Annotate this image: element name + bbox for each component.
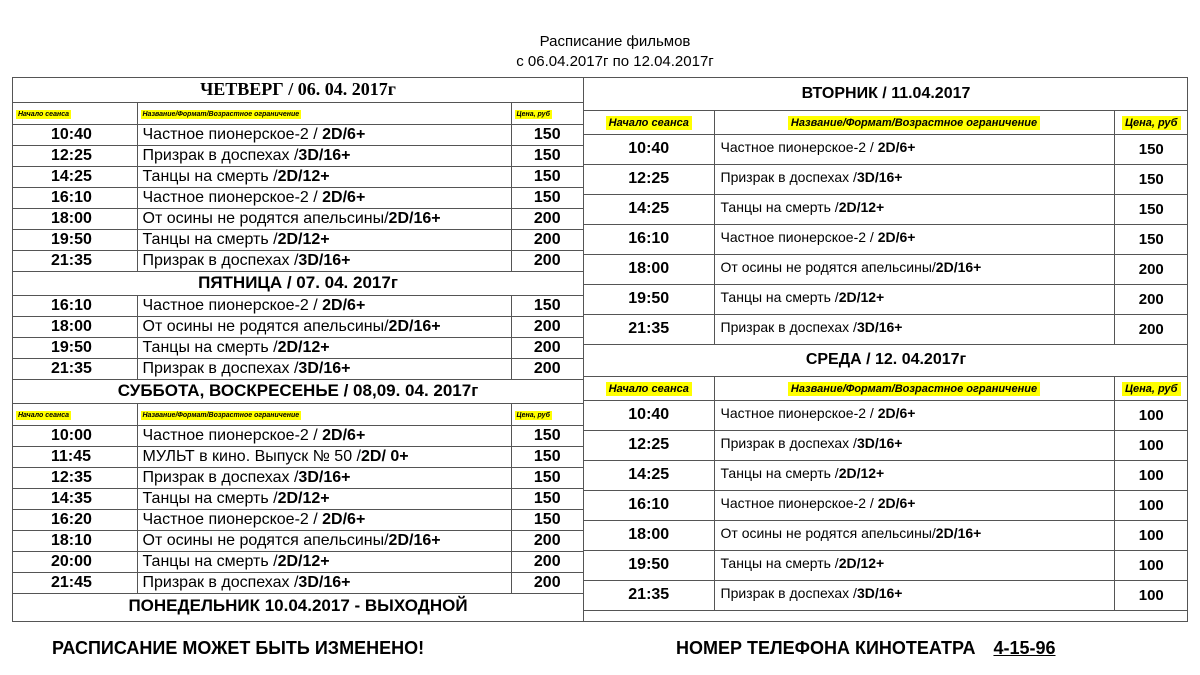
session-time: 19:50: [584, 284, 714, 314]
session-time: 19:50: [584, 550, 714, 580]
session-row: [584, 314, 1188, 344]
session-price: 150: [511, 166, 583, 187]
film-title: От осины не родятся апельсины/: [142, 531, 389, 549]
session-time: 14:35: [13, 488, 137, 509]
session-film: [137, 208, 511, 229]
session-time: 12:25: [584, 430, 714, 460]
session-price: 200: [1114, 254, 1188, 284]
film-format: 2D/16+: [388, 317, 441, 335]
day-heading: ПЯТНИЦА / 07. 04. 2017г: [13, 271, 583, 295]
session-time: 16:20: [13, 509, 137, 530]
session-time: 18:00: [584, 520, 714, 550]
session-film: [714, 460, 1114, 490]
film-title: От осины не родятся апельсины/: [142, 317, 389, 335]
column-header-film-label: Название/Формат/Возрастное ограничение: [142, 411, 300, 419]
film-title: Танцы на смерть /: [720, 198, 839, 215]
session-row: [13, 316, 583, 337]
session-time: 11:45: [13, 446, 137, 467]
session-film: [714, 550, 1114, 580]
session-film: [714, 254, 1114, 284]
film-format: 3D/16+: [298, 468, 351, 486]
session-time: 12:35: [13, 467, 137, 488]
right-schedule-table: [584, 78, 1188, 611]
column-header-price-label: Цена, руб: [516, 110, 550, 118]
session-row: [584, 460, 1188, 490]
session-price: 100: [1114, 460, 1188, 490]
session-row: [584, 430, 1188, 460]
film-title: Частное пионерское-2 /: [720, 404, 878, 421]
film-format: 2D/6+: [877, 138, 916, 155]
session-film: [137, 124, 511, 145]
session-time: 14:25: [13, 166, 137, 187]
monday-dayoff-row: [13, 593, 583, 619]
film-format: 2D/16+: [935, 258, 982, 275]
film-title: Частное пионерское-2 /: [142, 296, 323, 314]
session-film: [714, 194, 1114, 224]
session-time: 21:35: [13, 250, 137, 271]
session-price: 150: [1114, 224, 1188, 254]
monday-dayoff: ПОНЕДЕЛЬНИК 10.04.2017 - ВЫХОДНОЙ: [128, 596, 468, 616]
session-row: [13, 208, 583, 229]
film-title: Танцы на смерть /: [142, 338, 278, 356]
film-format: 2D/6+: [322, 426, 366, 444]
column-header-time: [584, 376, 714, 400]
column-header-time: [584, 110, 714, 134]
column-header-film: [137, 403, 511, 425]
session-price: 100: [1114, 490, 1188, 520]
session-time: 10:40: [584, 134, 714, 164]
film-format: 2D/6+: [877, 494, 916, 511]
column-header-price-label: Цена, руб: [1122, 382, 1181, 396]
session-price: 200: [511, 572, 583, 593]
session-film: [137, 250, 511, 271]
session-row: [584, 520, 1188, 550]
session-price: 150: [511, 145, 583, 166]
film-format: 2D/6+: [322, 296, 366, 314]
session-price: 200: [511, 250, 583, 271]
session-film: [714, 314, 1114, 344]
session-row: [13, 337, 583, 358]
session-row: [13, 572, 583, 593]
session-film: [137, 551, 511, 572]
column-header-time-label: Начало сеанса: [18, 411, 70, 419]
session-row: [13, 551, 583, 572]
column-header-price: [1114, 376, 1188, 400]
session-film: [137, 187, 511, 208]
session-row: [13, 509, 583, 530]
session-film: [714, 490, 1114, 520]
session-time: 18:00: [13, 208, 137, 229]
session-time: 14:25: [584, 460, 714, 490]
film-format: 2D/12+: [838, 288, 885, 305]
session-time: 18:00: [584, 254, 714, 284]
session-film: [714, 284, 1114, 314]
film-title: Танцы на смерть /: [142, 552, 278, 570]
session-row: [13, 145, 583, 166]
session-film: [137, 509, 511, 530]
column-header-row: [13, 403, 583, 425]
session-time: 14:25: [584, 194, 714, 224]
session-time: 10:40: [584, 400, 714, 430]
session-price: 150: [511, 446, 583, 467]
session-film: [137, 530, 511, 551]
session-price: 200: [511, 208, 583, 229]
session-price: 150: [1114, 134, 1188, 164]
column-header-price: [511, 102, 583, 124]
day-heading-row: [13, 379, 583, 403]
session-price: 150: [511, 187, 583, 208]
column-header-film: [137, 102, 511, 124]
column-header-time-label: Начало сеанса: [18, 110, 70, 118]
column-header-price: [511, 403, 583, 425]
film-format: 3D/16+: [856, 168, 903, 185]
session-price: 150: [511, 467, 583, 488]
session-film: [137, 446, 511, 467]
column-header-time-label: Начало сеанса: [606, 382, 692, 396]
session-row: [584, 580, 1188, 610]
session-time: 21:45: [13, 572, 137, 593]
session-film: [714, 580, 1114, 610]
column-header-film: [714, 376, 1114, 400]
session-price: 150: [1114, 194, 1188, 224]
page-title: Расписание фильмов: [539, 33, 691, 50]
session-price: 150: [511, 509, 583, 530]
film-title: Частное пионерское-2 /: [720, 228, 878, 245]
column-header-film-label: Название/Формат/Возрастное ограничение: [788, 116, 1040, 130]
film-title: Танцы на смерть /: [142, 167, 278, 185]
session-row: [13, 250, 583, 271]
session-film: [137, 488, 511, 509]
session-film: [137, 316, 511, 337]
session-row: [584, 134, 1188, 164]
schedule-change-notice: РАСПИСАНИЕ МОЖЕТ БЫТЬ ИЗМЕНЕНО!: [52, 638, 425, 658]
session-price: 100: [1114, 430, 1188, 460]
film-format: 3D/16+: [298, 146, 351, 164]
session-film: [714, 400, 1114, 430]
session-film: [137, 295, 511, 316]
film-title: Призрак в доспехах /: [720, 434, 857, 451]
session-row: [584, 400, 1188, 430]
session-time: 16:10: [584, 224, 714, 254]
session-row: [13, 229, 583, 250]
film-format: 2D/6+: [877, 404, 916, 421]
session-price: 100: [1114, 400, 1188, 430]
session-time: 10:40: [13, 124, 137, 145]
session-time: 20:00: [13, 551, 137, 572]
column-header-row: [584, 376, 1188, 400]
film-title: От осины не родятся апельсины/: [720, 524, 936, 541]
session-price: 200: [1114, 284, 1188, 314]
session-price: 100: [1114, 580, 1188, 610]
column-header-time: [13, 102, 137, 124]
film-title: Танцы на смерть /: [142, 489, 278, 507]
session-price: 150: [511, 488, 583, 509]
column-header-film-label: Название/Формат/Возрастное ограничение: [142, 110, 300, 118]
session-time: 19:50: [13, 229, 137, 250]
session-time: 18:00: [13, 316, 137, 337]
film-title: Частное пионерское-2 /: [142, 510, 323, 528]
film-title: МУЛЬТ в кино. Выпуск № 50 /: [142, 447, 361, 465]
film-format: 2D/16+: [388, 531, 441, 549]
film-title: Призрак в доспехах /: [720, 168, 857, 185]
film-format: 3D/16+: [856, 318, 903, 335]
day-heading-row: [13, 271, 583, 295]
day-heading: ВТОРНИК / 11.04.2017: [801, 84, 971, 102]
column-header-row: [584, 110, 1188, 134]
session-film: [714, 224, 1114, 254]
session-time: 12:25: [584, 164, 714, 194]
schedule-period: с 06.04.2017г по 12.04.2017г: [516, 53, 714, 70]
session-film: [714, 520, 1114, 550]
session-price: 150: [511, 295, 583, 316]
phone-info: [676, 638, 1056, 659]
session-row: [13, 467, 583, 488]
column-header-film: [714, 110, 1114, 134]
film-format: 2D/12+: [277, 489, 330, 507]
film-title: Призрак в доспехах /: [142, 468, 299, 486]
session-price: 200: [511, 337, 583, 358]
session-row: [13, 166, 583, 187]
session-film: [714, 430, 1114, 460]
session-row: [584, 224, 1188, 254]
film-format: 2D/6+: [322, 125, 366, 143]
session-row: [584, 254, 1188, 284]
film-title: Частное пионерское-2 /: [720, 494, 878, 511]
session-time: 16:10: [584, 490, 714, 520]
session-row: [584, 490, 1188, 520]
session-price: 150: [511, 425, 583, 446]
film-format: 3D/16+: [856, 434, 903, 451]
session-price: 200: [511, 358, 583, 379]
film-format: 2D/16+: [388, 209, 441, 227]
film-title: Призрак в доспехах /: [142, 251, 299, 269]
film-title: Призрак в доспехах /: [720, 584, 857, 601]
session-price: 200: [511, 316, 583, 337]
session-film: [137, 229, 511, 250]
session-time: 12:25: [13, 145, 137, 166]
session-row: [13, 295, 583, 316]
film-format: 2D/12+: [277, 552, 330, 570]
session-row: [13, 187, 583, 208]
session-time: 21:35: [584, 580, 714, 610]
session-time: 16:10: [13, 187, 137, 208]
day-heading-row: [584, 78, 1188, 110]
column-header-time: [13, 403, 137, 425]
session-time: 18:10: [13, 530, 137, 551]
film-title: Танцы на смерть /: [142, 230, 278, 248]
film-format: 3D/16+: [298, 359, 351, 377]
film-title: От осины не родятся апельсины/: [720, 258, 936, 275]
session-film: [137, 425, 511, 446]
day-heading-row: [13, 78, 583, 102]
film-title: Танцы на смерть /: [720, 288, 839, 305]
film-title: Призрак в доспехах /: [142, 573, 299, 591]
film-format: 3D/16+: [856, 584, 903, 601]
film-title: Призрак в доспехах /: [142, 146, 299, 164]
right-schedule-panel: [584, 77, 1188, 622]
film-title: Танцы на смерть /: [720, 464, 839, 481]
film-title: От осины не родятся апельсины/: [142, 209, 389, 227]
session-price: 200: [511, 229, 583, 250]
session-film: [137, 145, 511, 166]
film-format: 2D/12+: [277, 338, 330, 356]
session-row: [13, 124, 583, 145]
film-format: 2D/6+: [322, 510, 366, 528]
column-header-film-label: Название/Формат/Возрастное ограничение: [788, 382, 1040, 396]
session-film: [137, 572, 511, 593]
session-time: 16:10: [13, 295, 137, 316]
session-row: [13, 446, 583, 467]
session-film: [714, 134, 1114, 164]
left-schedule-table: [13, 78, 583, 619]
day-heading: СУББОТА, ВОСКРЕСЕНЬЕ / 08,09. 04. 2017г: [13, 379, 583, 403]
column-header-price-label: Цена, руб: [516, 411, 550, 419]
film-format: 2D/ 0+: [360, 447, 409, 465]
column-header-price: [1114, 110, 1188, 134]
session-time: 21:35: [584, 314, 714, 344]
session-time: 19:50: [13, 337, 137, 358]
session-price: 200: [1114, 314, 1188, 344]
session-row: [13, 358, 583, 379]
film-format: 3D/16+: [298, 251, 351, 269]
session-price: 100: [1114, 520, 1188, 550]
column-header-price-label: Цена, руб: [1122, 116, 1181, 130]
session-row: [584, 164, 1188, 194]
session-row: [584, 550, 1188, 580]
session-price: 150: [511, 124, 583, 145]
film-title: Частное пионерское-2 /: [142, 188, 323, 206]
film-format: 2D/12+: [838, 554, 885, 571]
column-header-time-label: Начало сеанса: [606, 116, 692, 130]
session-row: [584, 194, 1188, 224]
film-format: 2D/16+: [935, 524, 982, 541]
session-time: 21:35: [13, 358, 137, 379]
film-format: 2D/12+: [838, 464, 885, 481]
left-schedule-panel: [12, 77, 584, 622]
column-header-row: [13, 102, 583, 124]
film-title: Частное пионерское-2 /: [142, 426, 323, 444]
film-format: 3D/16+: [298, 573, 351, 591]
session-price: 200: [511, 551, 583, 572]
film-format: 2D/6+: [322, 188, 366, 206]
session-row: [13, 488, 583, 509]
film-title: Танцы на смерть /: [720, 554, 839, 571]
phone-number[interactable]: 4-15-96: [993, 638, 1056, 658]
day-heading-row: [584, 344, 1188, 376]
day-heading: СРЕДА / 12. 04.2017г: [805, 351, 967, 368]
session-time: 10:00: [13, 425, 137, 446]
phone-label: НОМЕР ТЕЛЕФОНА КИНОТЕАТРА: [676, 638, 976, 658]
session-row: [13, 530, 583, 551]
film-title: Призрак в доспехах /: [720, 318, 857, 335]
session-film: [137, 166, 511, 187]
session-film: [137, 358, 511, 379]
session-film: [137, 337, 511, 358]
session-row: [584, 284, 1188, 314]
film-format: 2D/12+: [277, 167, 330, 185]
session-price: 200: [511, 530, 583, 551]
day-heading: ЧЕТВЕРГ / 06. 04. 2017г: [13, 78, 583, 102]
session-film: [714, 164, 1114, 194]
film-title: Частное пионерское-2 /: [142, 125, 323, 143]
session-row: [13, 425, 583, 446]
film-title: Призрак в доспехах /: [142, 359, 299, 377]
session-price: 100: [1114, 550, 1188, 580]
film-format: 2D/12+: [277, 230, 330, 248]
session-price: 150: [1114, 164, 1188, 194]
film-format: 2D/12+: [838, 198, 885, 215]
film-format: 2D/6+: [877, 228, 916, 245]
session-film: [137, 467, 511, 488]
film-title: Частное пионерское-2 /: [720, 138, 878, 155]
